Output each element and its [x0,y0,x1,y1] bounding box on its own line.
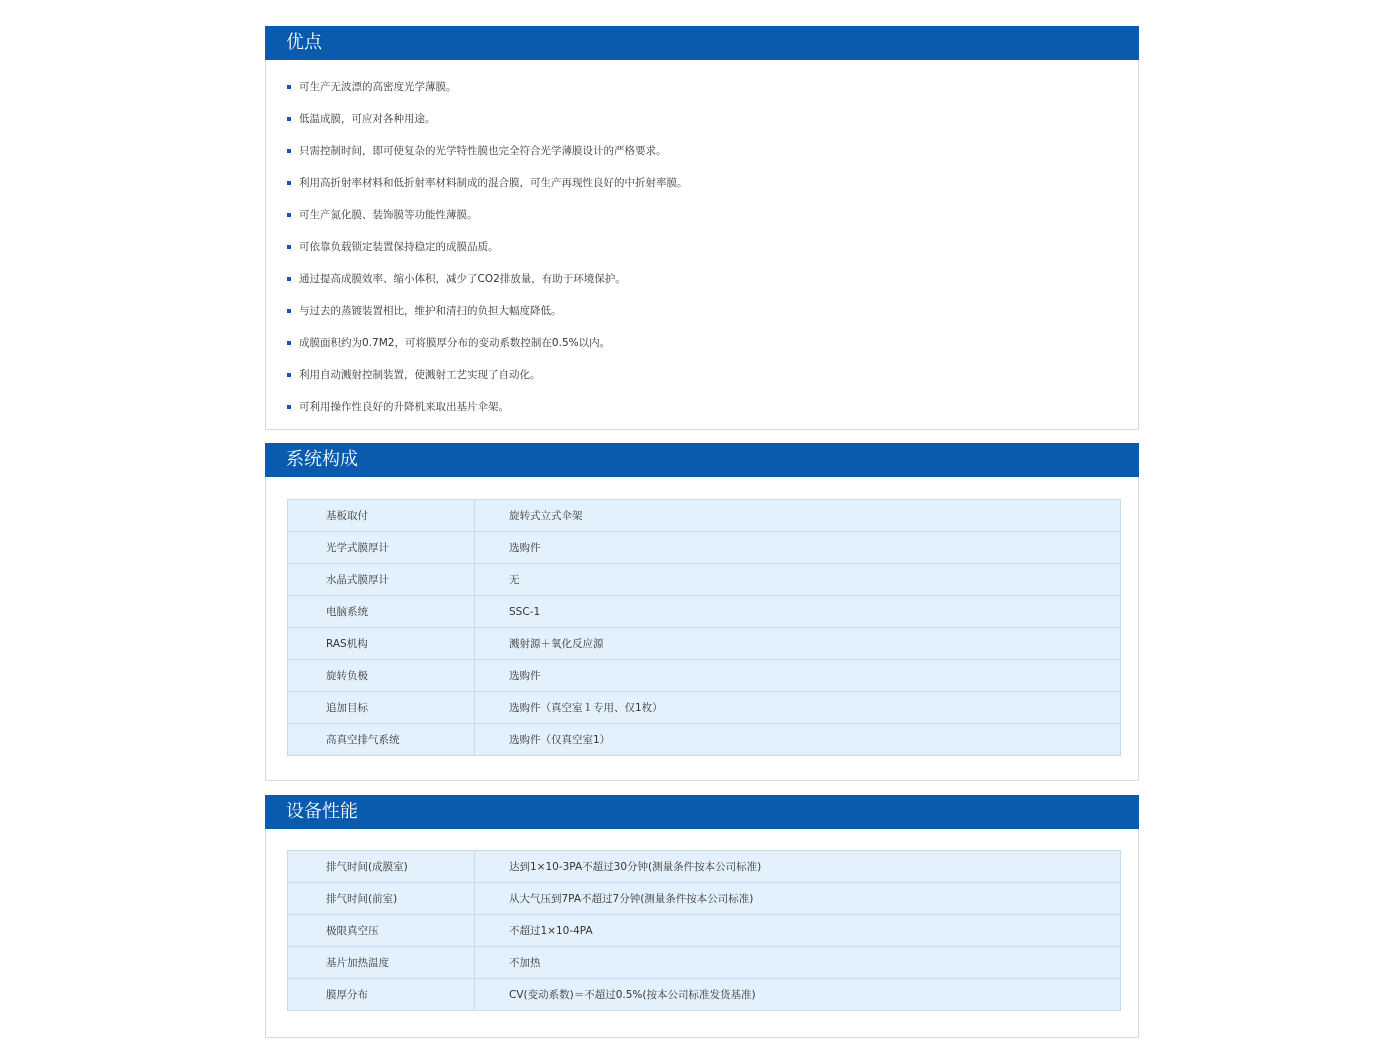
table-row [288,947,1121,979]
table-row [288,915,1121,947]
advantage-item [287,135,1138,167]
row-key: RAS机构 [288,628,475,660]
row-value: 不加热 [475,947,1121,979]
table-row [288,660,1121,692]
performance-table [287,850,1121,1011]
table-row [288,628,1121,660]
table-row [288,532,1121,564]
advantage-item [287,231,1138,263]
row-value: 选购件 [475,660,1121,692]
row-key: 排气时间(前室) [288,883,475,915]
row-key: 排气时间(成膜室) [288,851,475,883]
row-value: SSC-1 [475,596,1121,628]
advantage-item [287,199,1138,231]
row-key: 基板取付 [288,500,475,532]
row-value: 选购件（真空室１专用、仅1枚） [475,692,1121,724]
advantage-item [287,103,1138,135]
row-value: CV(变动系数)＝不超过0.5%(按本公司标准发货基准) [509,989,756,1001]
row-key: 电脑系统 [288,596,475,628]
advantage-text: 可生产无波漂的高密度光学薄膜。 [299,81,457,93]
row-key: 膜厚分布 [288,979,475,1011]
advantage-text: 成膜面积约为0.7M2，可将膜厚分布的变动系数控制在0.5%以内。 [299,337,611,349]
row-value: 旋转式立式伞架 [475,500,1121,532]
advantage-item [287,295,1138,327]
square-bullet-icon [287,373,291,377]
square-bullet-icon [287,117,291,121]
square-bullet-icon [287,213,291,217]
square-bullet-icon [287,309,291,313]
row-value: 达到1×10-3PA不超过30分钟(测量条件按本公司标准) [475,851,1121,883]
system-panel [265,443,1139,781]
table-row [288,883,1121,915]
advantage-item [287,327,1138,359]
row-value: 不超过1×10-4PA [475,915,1121,947]
advantage-text: 与过去的蒸镀装置相比，维护和清扫的负担大幅度降低。 [299,305,562,317]
row-value: 选购件（仅真空室1） [509,734,611,746]
table-row [288,564,1121,596]
square-bullet-icon [287,341,291,345]
advantage-item [287,167,1138,199]
square-bullet-icon [287,405,291,409]
square-bullet-icon [287,85,291,89]
system-title: 系统构成 [265,443,1139,477]
row-key: 高真空排气系统 [288,724,475,756]
advantages-list [266,60,1138,423]
advantage-text: 可依靠负载锁定装置保持稳定的成膜品质。 [299,241,499,253]
square-bullet-icon [287,181,291,185]
row-value: 溅射源＋氧化反应源 [475,628,1121,660]
row-key: 追加目标 [288,692,475,724]
advantage-item [287,359,1138,391]
table-row [288,851,1121,883]
square-bullet-icon [287,149,291,153]
advantage-item [287,263,1138,295]
table-row [288,596,1121,628]
system-table [287,499,1121,756]
table-row [288,979,1121,1011]
advantage-text: 利用自动溅射控制装置，使溅射工艺实现了自动化。 [299,369,541,381]
performance-title: 设备性能 [265,795,1139,829]
advantage-text: 只需控制时间，即可使复杂的光学特性膜也完全符合光学薄膜设计的严格要求。 [299,145,667,157]
advantage-item [287,391,1138,423]
row-value: 从大气压到7PA不超过7分钟(测量条件按本公司标准) [475,883,1121,915]
advantages-panel [265,26,1139,430]
table-row [288,500,1121,532]
table-row [288,724,1121,756]
row-value: 无 [475,564,1121,596]
row-key: 基片加热温度 [288,947,475,979]
advantage-text: 利用高折射率材料和低折射率材料制成的混合膜，可生产再现性良好的中折射率膜。 [299,177,688,189]
row-value: 选购件 [475,532,1121,564]
advantage-item [287,71,1138,103]
row-key: 水晶式膜厚计 [288,564,475,596]
row-key: 极限真空压 [288,915,475,947]
performance-panel [265,795,1139,1038]
advantage-text: 可生产氮化膜、装饰膜等功能性薄膜。 [299,209,478,221]
advantage-text: 通过提高成膜效率、缩小体积，减少了CO2排放量，有助于环境保护。 [299,273,626,285]
square-bullet-icon [287,245,291,249]
table-row [288,692,1121,724]
row-key: 光学式膜厚计 [288,532,475,564]
advantage-text: 低温成膜，可应对各种用途。 [299,113,436,125]
row-key: 旋转负极 [288,660,475,692]
advantages-title: 优点 [265,26,1139,60]
square-bullet-icon [287,277,291,281]
advantage-text: 可利用操作性良好的升降机来取出基片伞架。 [299,401,509,413]
